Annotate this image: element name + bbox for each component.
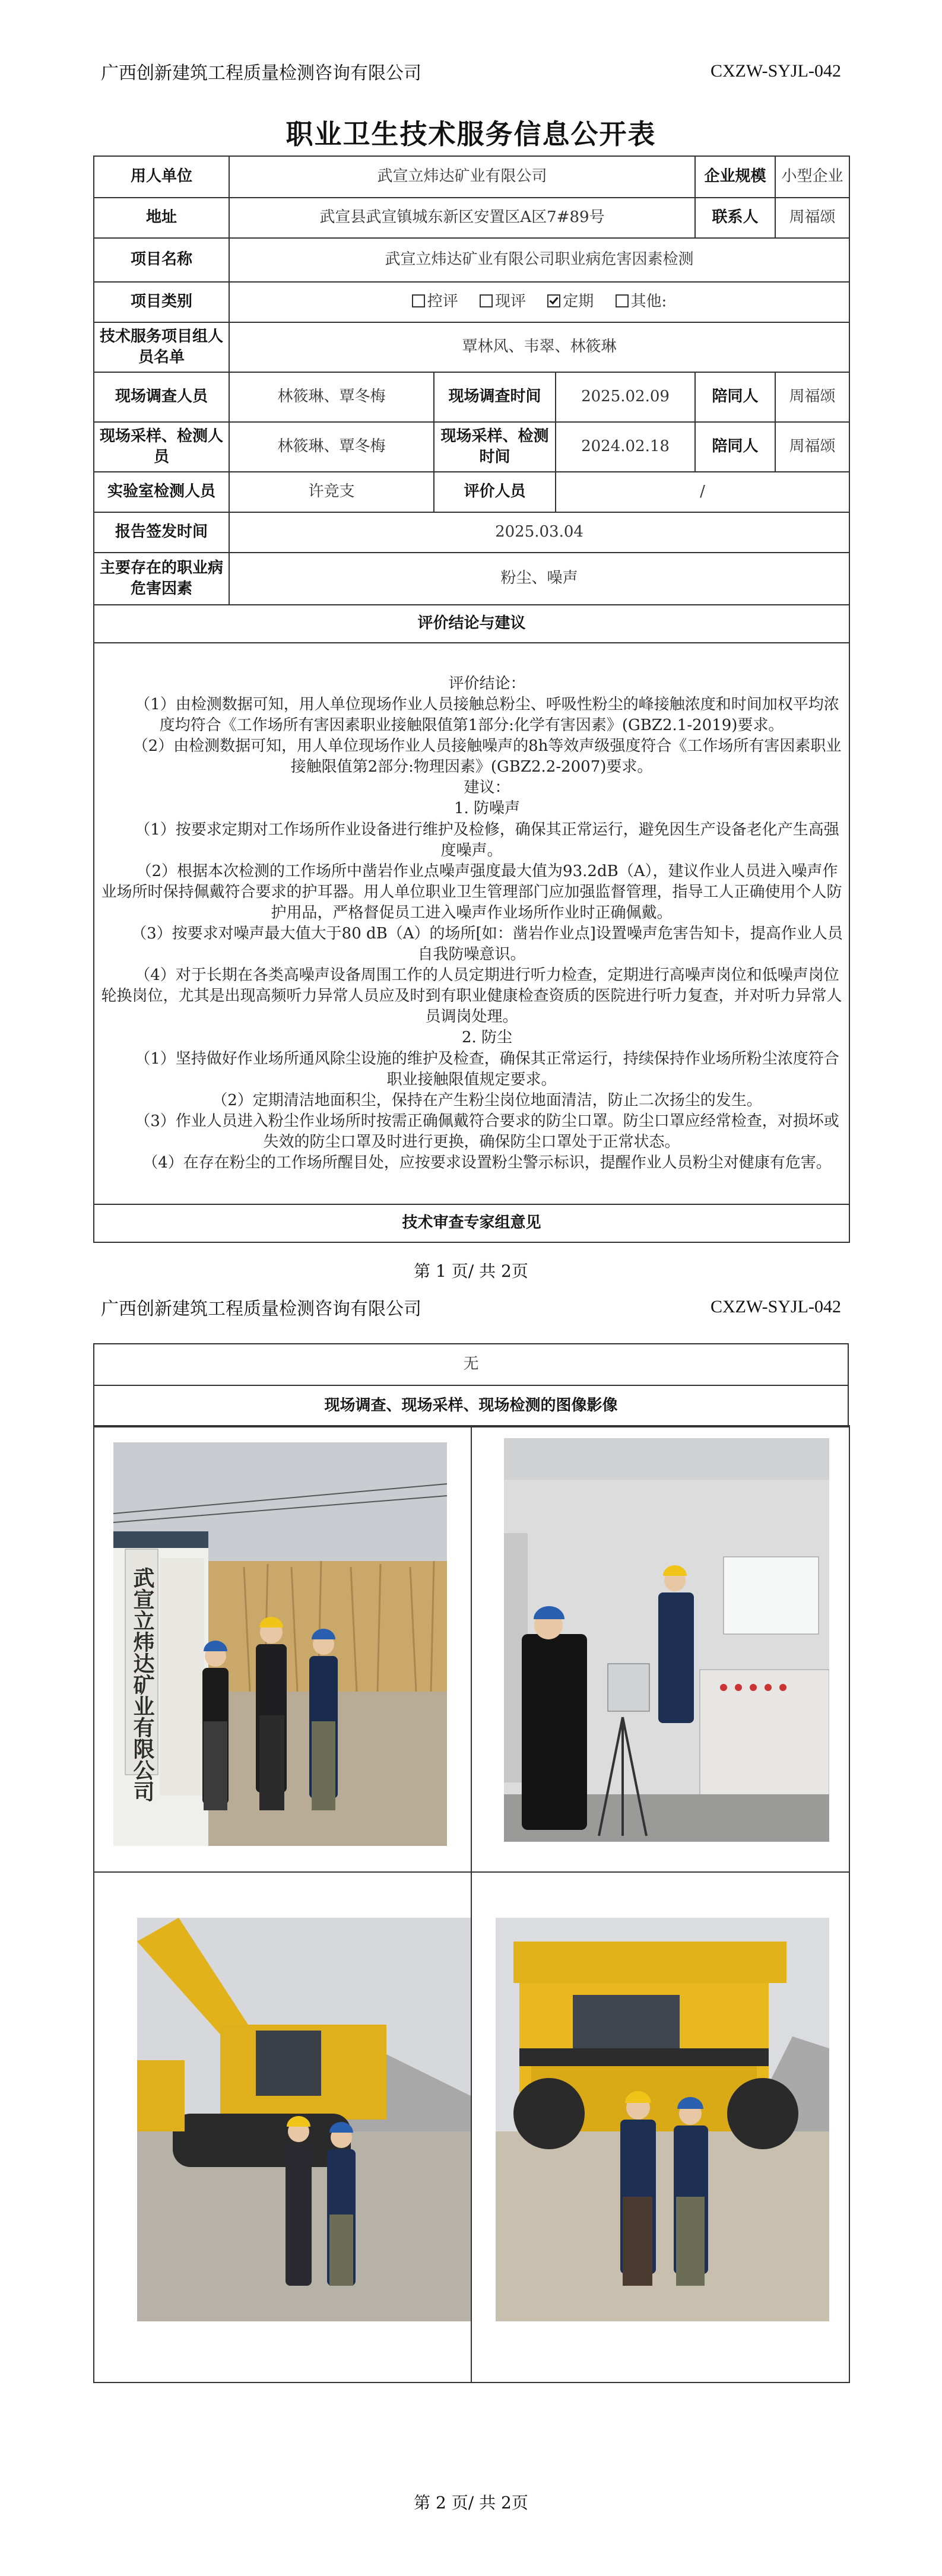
eval-para: （3）按要求对噪声最大值大于80 dB（A）的场所[如：凿岩作业点]设置噪声危害告知卡，提高作业人员自我防噪意识。 bbox=[131, 925, 843, 964]
page-header-2 bbox=[101, 1292, 841, 1322]
eval-para: （2）根据本次检测的工作场所中凿岩作业点噪声强度最大值为93.2dB（A），建议作业人员进入噪声作业场所时保持佩戴符合要求的护耳器。用人单位职业卫生管理部门应加强监督管理，指导工人正确使用个人防护用品，严格督促员工进入噪声作业场所作业时正确佩戴。 bbox=[101, 862, 842, 922]
project-value: 武宣立炜达矿业有限公司职业病危害因素检测 bbox=[229, 238, 849, 282]
photo-cell bbox=[471, 1426, 849, 1872]
category-label: 项目类别 bbox=[94, 282, 229, 322]
employer-value: 武宣立炜达矿业有限公司 bbox=[229, 156, 695, 198]
evaluation-body bbox=[94, 643, 849, 1204]
survey-staff-value: 林筱琳、覃冬梅 bbox=[229, 372, 434, 422]
accompany-value-2: 周福颂 bbox=[775, 422, 849, 472]
contact-label: 联系人 bbox=[695, 198, 775, 238]
checked-checkbox-icon bbox=[547, 294, 560, 307]
accompany-value: 周福颂 bbox=[775, 372, 849, 422]
site-photo-mining-truck bbox=[496, 1918, 829, 2321]
eval-para: （2）定期清洁地面积尘，保持在产生粉尘岗位地面清洁，防止二次扬尘的发生。 bbox=[212, 1091, 762, 1109]
page-header bbox=[101, 56, 841, 86]
category-option[interactable]: 其他: bbox=[616, 291, 667, 312]
issue-value: 2025.03.04 bbox=[229, 512, 849, 553]
survey-time-value: 2025.02.09 bbox=[556, 372, 695, 422]
eval-para: （1）按要求定期对工作场所作业设备进行维护及检修，确保其正常运行，避免因生产设备老化产生高强度噪声。 bbox=[135, 820, 839, 859]
site-photo-entrance bbox=[113, 1442, 447, 1846]
eval-para: 2. 防尘 bbox=[461, 1029, 513, 1047]
eval-para: 评价结论： bbox=[448, 674, 526, 693]
site-photo-excavator bbox=[137, 1918, 471, 2321]
employer-label: 用人单位 bbox=[94, 156, 229, 198]
sampling-staff-value: 林筱琳、覃冬梅 bbox=[229, 422, 434, 472]
accompany-label: 陪同人 bbox=[695, 372, 775, 422]
contact-value: 周福颂 bbox=[775, 198, 849, 238]
lab-label: 实验室检测人员 bbox=[94, 472, 229, 512]
photo-cell bbox=[94, 1426, 471, 1872]
photo-cell bbox=[94, 1872, 471, 2383]
images-header: 现场调查、现场采样、现场检测的图像影像 bbox=[94, 1385, 848, 1427]
document-code: CXZW-SYJL-042 bbox=[711, 61, 841, 81]
checkbox-icon bbox=[412, 294, 425, 307]
category-option[interactable]: 现评 bbox=[480, 291, 526, 312]
accompany-label-2: 陪同人 bbox=[695, 422, 775, 472]
company-sign-text: 武宣立炜达矿业有限公司 bbox=[130, 1567, 155, 1802]
survey-time-label: 现场调查时间 bbox=[434, 372, 556, 422]
eval-para: （2）由检测数据可知，用人单位现场作业人员接触噪声的8h等效声级强度符合《工作场所有害因素职业接触限值第2部分:物理因素》(GBZ2.2-2007)要求。 bbox=[132, 737, 842, 776]
address-label: 地址 bbox=[94, 198, 229, 238]
photo-cell bbox=[471, 1872, 849, 2383]
category-option[interactable]: 控评 bbox=[412, 291, 458, 312]
staff-label: 技术服务项目组人员名单 bbox=[94, 322, 229, 372]
expert-header: 技术审查专家组意见 bbox=[94, 1204, 849, 1242]
company-name: 广西创新建筑工程质量检测咨询有限公司 bbox=[101, 1299, 421, 1319]
evaluator-value: / bbox=[556, 472, 849, 512]
checkbox-icon bbox=[480, 294, 493, 307]
info-table bbox=[93, 156, 850, 1243]
photo-grid bbox=[93, 1425, 850, 2383]
eval-para: 建议： bbox=[464, 779, 510, 797]
address-value: 武宣县武宣镇城东新区安置区A区7#89号 bbox=[229, 198, 695, 238]
eval-para: （4）对于长期在各类高噪声设备周围工作的人员定期进行听力检查，定期进行高噪声岗位和低噪声岗位轮换岗位，尤其是出现高频听力异常人员应及时到有职业健康检查资质的医院进行听力复查，并对听力异常人员调岗处理。 bbox=[101, 966, 842, 1026]
sampling-time-label: 现场采样、检测时间 bbox=[434, 422, 556, 472]
issue-label: 报告签发时间 bbox=[94, 512, 229, 553]
site-photo-control-room bbox=[504, 1438, 829, 1842]
expert-table bbox=[93, 1343, 849, 1427]
category-options bbox=[229, 282, 849, 322]
page-footer-2: 第 2 页/ 共 2页 bbox=[414, 2493, 528, 2512]
sampling-staff-label: 现场采样、检测人员 bbox=[94, 422, 229, 472]
expert-opinion: 无 bbox=[94, 1344, 848, 1385]
eval-para: （1）由检测数据可知，用人单位现场作业人员接触总粉尘、呼吸性粉尘的峰接触浓度和时间加权平均浓度均符合《工作场所有害因素职业接触限值第1部分:化学有害因素》(GBZ2.1-2019)要求。 bbox=[135, 695, 839, 735]
document-code: CXZW-SYJL-042 bbox=[711, 1297, 841, 1316]
eval-para: （4）在存在粉尘的工作场所醒目处，应按要求设置粉尘警示标识，提醒作业人员粉尘对健康有危害。 bbox=[142, 1154, 832, 1172]
company-name: 广西创新建筑工程质量检测咨询有限公司 bbox=[101, 63, 421, 84]
eval-para: 1. 防噪声 bbox=[453, 800, 521, 818]
evaluator-label: 评价人员 bbox=[434, 472, 556, 512]
staff-value: 覃林风、韦翠、林筱琳 bbox=[229, 322, 849, 372]
project-label: 项目名称 bbox=[94, 238, 229, 282]
evaluation-header: 评价结论与建议 bbox=[94, 605, 849, 643]
checkbox-icon bbox=[616, 294, 629, 307]
eval-para: （3）作业人员进入粉尘作业场所时按需正确佩戴符合要求的防尘口罩。防尘口罩应经常检查，对损坏或失效的防尘口罩及时进行更换，确保防尘口罩处于正常状态。 bbox=[135, 1112, 839, 1151]
hazard-value: 粉尘、噪声 bbox=[229, 553, 849, 605]
survey-staff-label: 现场调查人员 bbox=[94, 372, 229, 422]
hazard-label: 主要存在的职业病危害因素 bbox=[94, 553, 229, 605]
sampling-time-value: 2024.02.18 bbox=[556, 422, 695, 472]
scale-value: 小型企业 bbox=[775, 156, 849, 198]
page-footer: 第 1 页/ 共 2页 bbox=[414, 1261, 528, 1281]
lab-value: 许竞支 bbox=[229, 472, 434, 512]
scale-label: 企业规模 bbox=[695, 156, 775, 198]
eval-para: （1）坚持做好作业场所通风除尘设施的维护及检查，确保其正常运行，持续保持作业场所粉尘浓度符合职业接触限值规定要求。 bbox=[135, 1049, 839, 1089]
category-option[interactable]: 定期 bbox=[547, 291, 594, 312]
document-title: 职业卫生技术服务信息公开表 bbox=[286, 118, 656, 150]
